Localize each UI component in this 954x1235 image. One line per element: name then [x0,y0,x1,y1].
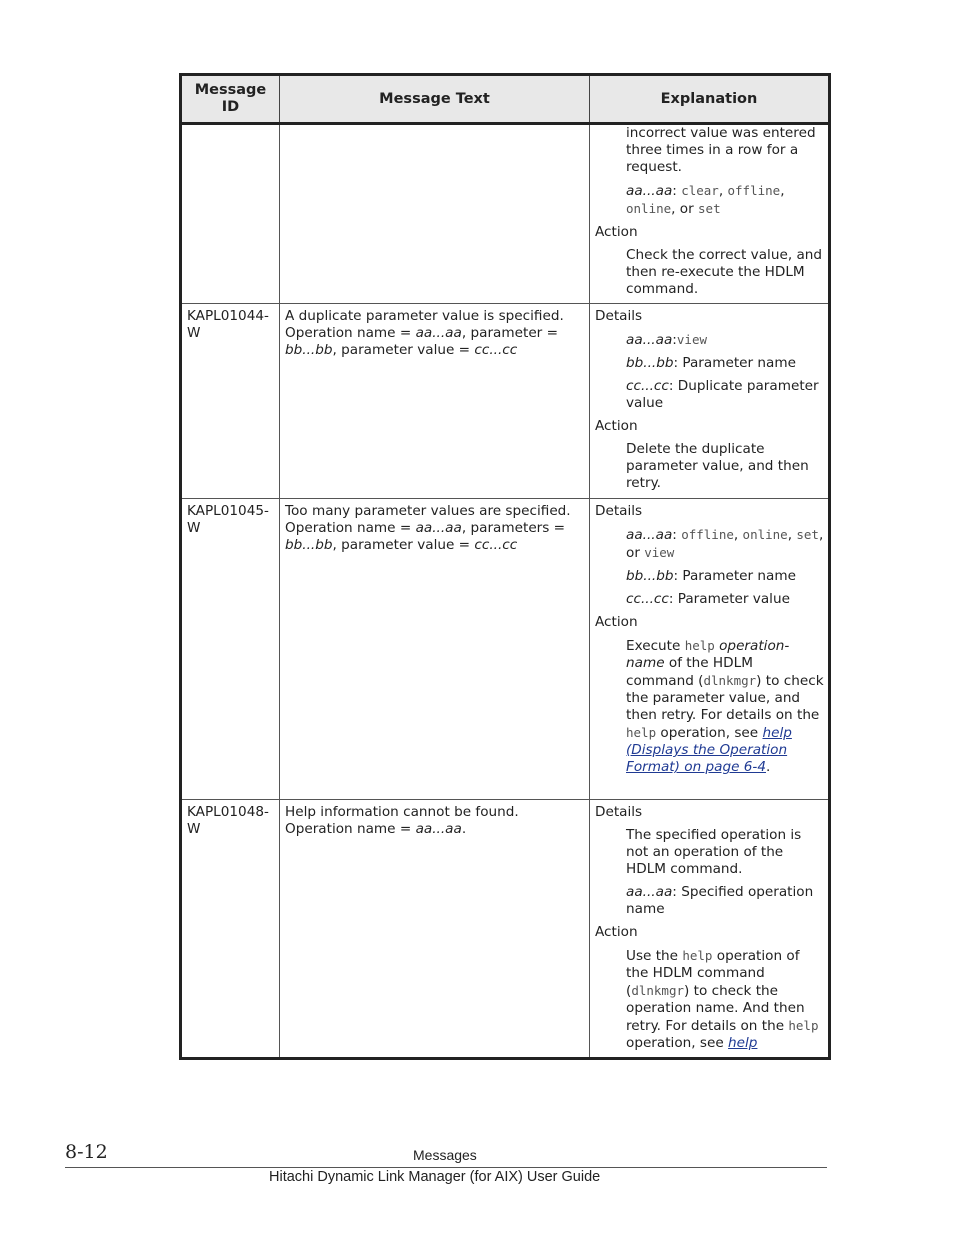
table-row [181,800,830,1059]
message-text-cell: Too many parameter values are specified. Operation name = aa...aa, parameters = bb...bb, parameter value = cc...cc [280,499,590,800]
table-header-row [181,75,830,124]
detail-item: bb...bb: Parameter name [626,568,796,584]
action-label: Action [595,614,638,630]
explanation-cell [590,124,830,304]
detail-item: cc...cc: Parameter value [626,591,790,607]
message-id-cell: KAPL01048-W [181,800,280,1059]
detail-item: aa...aa: Specified operation name [626,884,814,917]
action-text: Execute help operation-name of the HDLM command (dlnkmgr) to check the parameter value, and then retry. For details on the help operation, see help (Displays the Operation Format) on page 6-4. [626,638,824,775]
message-id-cell: KAPL01044-W [181,304,280,499]
explanation-cell [590,800,830,1059]
detail-item: aa...aa:view [626,332,707,348]
help-format-link[interactable]: help (Displays the Operation Format) on page 6-4 [626,725,792,775]
explanation-continued: incorrect value was entered three times in a row for a request. [626,125,816,175]
help-link[interactable]: help [728,1035,758,1051]
table-row [181,124,830,304]
footer-divider [65,1167,827,1168]
message-text-cell: A duplicate parameter value is specified. Operation name = aa...aa, parameter = bb...bb, parameter value = cc...cc [280,304,590,499]
value-list: aa...aa: clear, offline, online, or set [626,183,785,217]
message-text-cell [280,124,590,304]
details-label: Details [595,503,643,519]
footer-book-title: Hitachi Dynamic Link Manager (for AIX) User Guide [269,1169,601,1185]
action-label: Action [595,924,638,940]
message-text-cell: Help information cannot be found. Operation name = aa...aa. [280,800,590,1059]
table-row [181,499,830,800]
detail-item: cc...cc: Duplicate parameter value [626,378,819,411]
header-explanation: Explanation [590,75,830,124]
detail-item: bb...bb: Parameter name [626,355,796,371]
action-text: Use the help operation of the HDLM command (dlnkmgr) to check the operation name. And then retry. For details on the help operation, see help [626,948,819,1051]
value-list: aa...aa: offline, online, set, or view [626,527,824,561]
details-label: Details [595,308,643,324]
explanation-cell [590,499,830,800]
footer-section-name: Messages [413,1147,477,1163]
action-label: Action [595,224,638,240]
page-number: 8-12 [65,1141,108,1163]
messages-table [179,73,831,1060]
detail-item: The specified operation is not an operation of the HDLM command. [626,827,802,877]
message-id-cell: KAPL01045-W [181,499,280,800]
action-text: Delete the duplicate parameter value, and then retry. [626,441,809,491]
message-id-cell [181,124,280,304]
explanation-cell [590,304,830,499]
action-label: Action [595,418,638,434]
action-text: Check the correct value, and then re-execute the HDLM command. [626,247,823,297]
header-message-text: Message Text [280,75,590,124]
table-row [181,304,830,499]
details-label: Details [595,804,643,820]
header-message-id: Message ID [181,75,280,124]
